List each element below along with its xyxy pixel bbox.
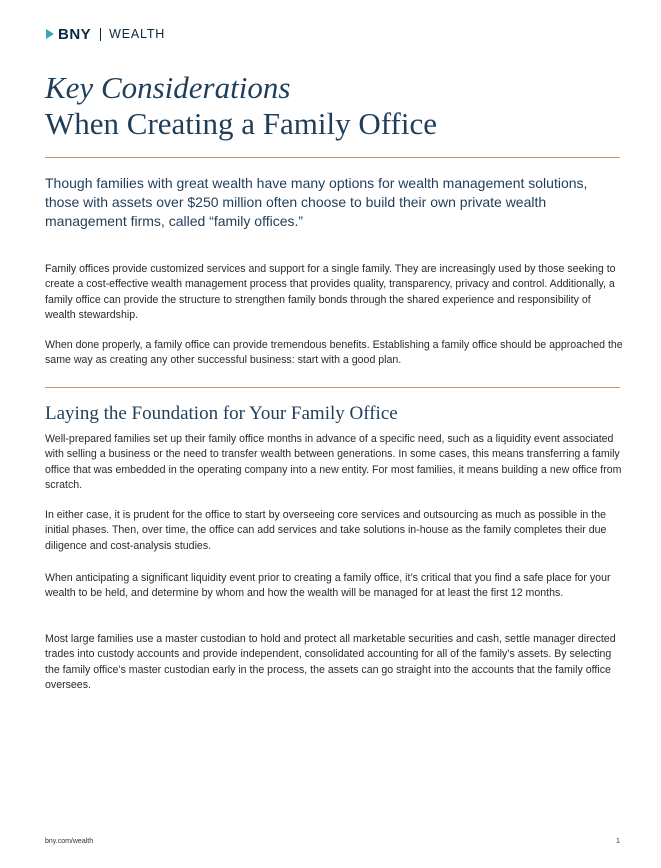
title-line-2: When Creating a Family Office (45, 106, 437, 141)
logo-arrow-icon (46, 29, 54, 39)
body-paragraph: When anticipating a significant liquidity event prior to creating a family office, it’s critical that you find a safe place for your wealth to be held, and determine by whom and how the wealth will be managed for at least the first 12 months. (45, 572, 611, 600)
page-title (45, 70, 437, 142)
body-paragraph: In either case, it is prudent for the office to start by overseeing core services and outsourcing as much as possible in the initial phases. Then, over time, the office can add services and take solutions in-house as the family completes their due diligence and cost-analysis studies. (45, 509, 607, 552)
section-body (45, 571, 623, 602)
body-paragraph: Family offices provide customized services and support for a single family. They are increasingly used by those seeking to create a cost-effective wealth management process that provides quality, transparency, privacy and control. Additionally, a family office can provide the structure to strengthen family bonds through the shared experience and responsibility of wealth stewardship. (45, 263, 616, 322)
section-body (45, 508, 623, 554)
bny-logo (46, 26, 91, 43)
divider-rule (45, 157, 620, 158)
section-body (45, 432, 623, 494)
body-paragraph: When done properly, a family office can provide tremendous benefits. Establishing a family office should be approached the same way as creating any other successful business: start with a good plan. (45, 339, 623, 367)
body-paragraph: Most large families use a master custodian to hold and protect all marketable securities and cash, settle manager directed trades into custody accounts and provide independent, consolidated accounting for all of the family’s assets. By selecting the family office’s master custodian early in the process, the assets can go straight into the accounts that the family office oversees. (45, 633, 616, 692)
section-heading: Laying the Foundation for Your Family Office (45, 403, 398, 424)
intro-body (45, 338, 623, 369)
section-body (45, 632, 623, 694)
footer-url[interactable]: bny.com/wealth (45, 838, 94, 845)
division-name: WEALTH (109, 27, 166, 41)
divider-rule (45, 387, 620, 388)
brand-name: BNY (58, 25, 92, 43)
title-line-1: Key Considerations (45, 70, 291, 105)
intro-paragraph: Though families with great wealth have many options for wealth management solutions, those with assets over $250 million often choose to build their own private wealth management firms, called “family offices.” (45, 175, 588, 229)
brand-header (46, 24, 165, 44)
intro-body (45, 262, 623, 324)
header-divider (100, 28, 101, 41)
body-paragraph: Well-prepared families set up their family office months in advance of a specific need, such as a liquidity event associated with selling a business or the need to transfer wealth between generations. In some cases, this means transferring a family office that was embedded in the operating company into a new entity. For most families, it means building a new office from scratch. (45, 433, 622, 492)
page-number: 1 (616, 838, 620, 845)
